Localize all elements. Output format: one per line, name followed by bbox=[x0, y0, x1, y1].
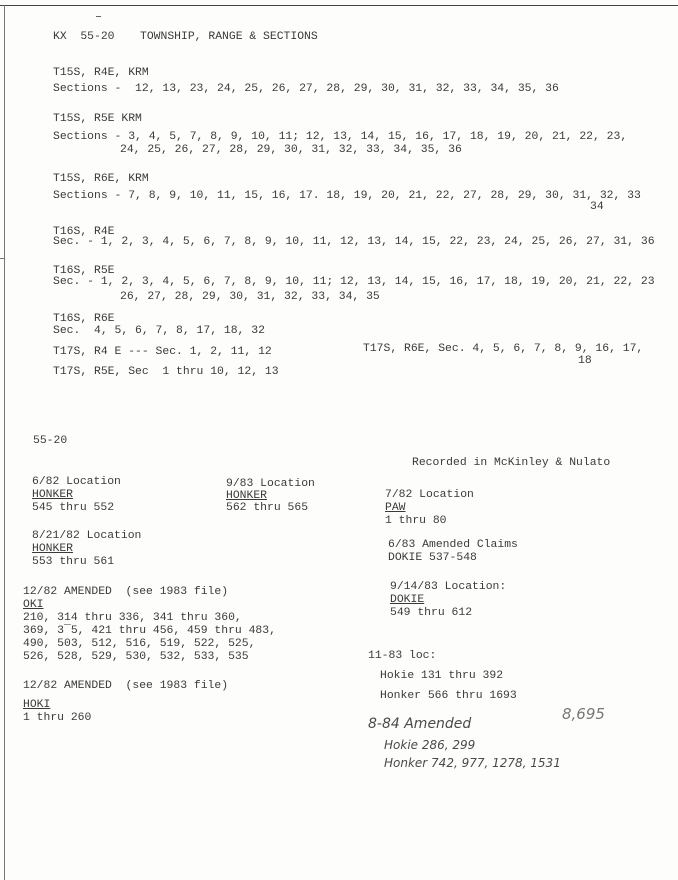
amended-title: 12/82 AMENDED (see 1983 file) bbox=[23, 586, 229, 598]
section-list-cont: 34 bbox=[590, 201, 604, 213]
section-list-cont: 26, 27, 28, 29, 30, 31, 32, 33, 34, 35 bbox=[120, 291, 380, 303]
t17s-r6e: T17S, R6E, Sec. 4, 5, 6, 7, 8, 9, 16, 17, bbox=[363, 343, 644, 355]
claim-name: HOKI bbox=[23, 699, 51, 711]
location-title: 6/82 Location bbox=[32, 476, 121, 488]
township-name: T16S, R5E bbox=[53, 265, 115, 277]
handwritten-hokie: Hokie 286, 299 bbox=[384, 738, 476, 752]
location-title: 11-83 loc: bbox=[368, 650, 437, 662]
left-border bbox=[4, 5, 5, 880]
section-list: Sections - 7, 8, 9, 10, 11, 15, 16, 17. 18, 19, 20, 21, 22, 27, 28, 29, 30, 31, 32, 33 bbox=[53, 190, 641, 202]
claim-list: 526, 528, 529, 530, 532, 533, 535 bbox=[23, 651, 249, 663]
top-border bbox=[0, 5, 678, 6]
section-list: Sections - 12, 13, 23, 24, 25, 26, 27, 28, 29, 30, 31, 32, 33, 34, 35, 36 bbox=[53, 83, 559, 95]
claim-range: Hokie 131 thru 392 bbox=[380, 670, 504, 682]
amended-title: 12/82 AMENDED (see 1983 file) bbox=[23, 680, 229, 692]
section-list: Sec. - 1, 2, 3, 4, 5, 6, 7, 8, 9, 10, 11; 12, 13, 14, 15, 16, 17, 18, 19, 20, 21, 22, 23 bbox=[53, 276, 655, 288]
handwritten-title: 8-84 Amended bbox=[368, 716, 472, 732]
t17s-r6e-cont: 18 bbox=[578, 355, 592, 367]
township-name: T16S, R4E bbox=[53, 226, 115, 238]
location-title: 7/82 Location bbox=[385, 489, 474, 501]
claim-name: HONKER bbox=[226, 490, 268, 502]
claim-name: DOKIE bbox=[390, 594, 425, 606]
township-name: T15S, R6E, KRM bbox=[53, 173, 149, 185]
claim-list: 369, 3¯5, 421 thru 456, 459 thru 483, bbox=[23, 625, 276, 637]
claim-name: PAW bbox=[385, 502, 406, 514]
recorded-note: Recorded in McKinley & Nulato bbox=[412, 457, 611, 469]
claim-range: 545 thru 552 bbox=[32, 502, 115, 514]
claim-range: 1 thru 260 bbox=[23, 712, 92, 724]
claim-range: 553 thru 561 bbox=[32, 556, 115, 568]
township-name: T15S, R5E KRM bbox=[53, 113, 142, 125]
claim-name: HONKER bbox=[32, 489, 74, 501]
claim-range: 549 thru 612 bbox=[390, 607, 473, 619]
claim-range: DOKIE 537-548 bbox=[388, 552, 477, 564]
claim-range: Honker 566 thru 1693 bbox=[380, 690, 517, 702]
location-title: 8/21/82 Location bbox=[32, 530, 142, 542]
claim-list: 210, 314 thru 336, 341 thru 360, bbox=[23, 612, 242, 624]
doc-title: TOWNSHIP, RANGE & SECTIONS bbox=[140, 31, 318, 43]
file-number: 55-20 bbox=[33, 435, 68, 447]
doc-code: KX 55-20 bbox=[53, 31, 115, 43]
location-title: 9/14/83 Location: bbox=[390, 581, 507, 593]
handwritten-side-note: 8,695 bbox=[562, 705, 605, 723]
t17s-r4e: T17S, R4 E --- Sec. 1, 2, 11, 12 bbox=[53, 346, 272, 358]
section-list: Sections - 3, 4, 5, 7, 8, 9, 10, 11; 12, 13, 14, 15, 16, 17, 18, 19, 20, 21, 22, 23, bbox=[53, 131, 628, 143]
section-list-cont: 24, 25, 26, 27, 28, 29, 30, 31, 32, 33, 34, 35, 36 bbox=[120, 144, 462, 156]
section-list: Sec. - 1, 2, 3, 4, 5, 6, 7, 8, 9, 10, 11, 12, 13, 14, 15, 22, 23, 24, 25, 26, 27, 31, 36 bbox=[53, 236, 655, 248]
claim-name: HONKER bbox=[32, 543, 74, 555]
claim-list: 490, 503, 512, 516, 519, 522, 525, bbox=[23, 638, 256, 650]
left-tick bbox=[0, 258, 4, 259]
claim-range: 1 thru 80 bbox=[385, 515, 447, 527]
handwritten-honker: Honker 742, 977, 1278, 1531 bbox=[384, 756, 561, 770]
location-title: 9/83 Location bbox=[226, 478, 315, 490]
claim-name: OKI bbox=[23, 599, 44, 611]
small-mark bbox=[96, 16, 101, 17]
township-name: T16S, R6E bbox=[53, 313, 115, 325]
t17s-r5e: T17S, R5E, Sec 1 thru 10, 12, 13 bbox=[53, 366, 279, 378]
section-list: Sec. 4, 5, 6, 7, 8, 17, 18, 32 bbox=[53, 325, 265, 337]
amended-title: 6/83 Amended Claims bbox=[388, 539, 518, 551]
claim-range: 562 thru 565 bbox=[226, 502, 309, 514]
township-name: T15S, R4E, KRM bbox=[53, 67, 149, 79]
